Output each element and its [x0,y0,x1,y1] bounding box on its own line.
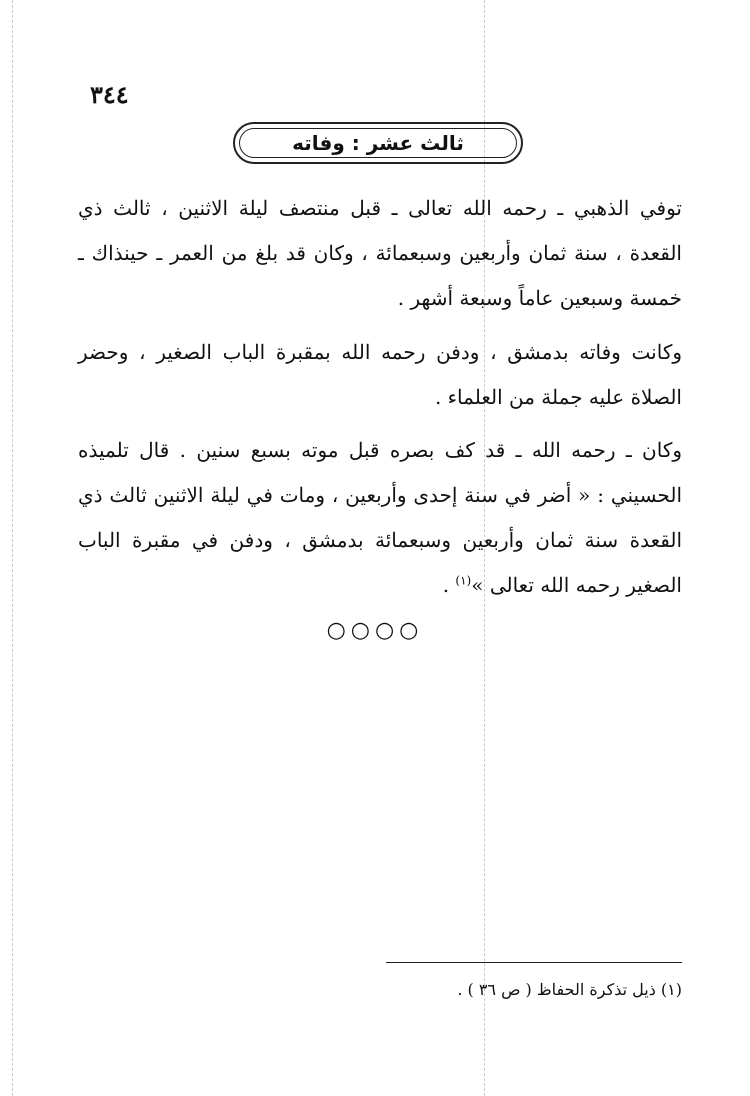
footnote-reference: (١) [455,573,472,588]
paragraph-death-date: توفي الذهبي ـ رحمه الله تعالى ـ قبل منتصف ليلة الاثنين ، ثالث ذي القعدة ، سنة ثمان وأربعين وسبعمائة ، وكان قد بلغ من العمر ـ حينذاك ـ خمسة وسبعين عاماً وسبعة أشهر . [78,196,682,310]
section-title-inner-frame [239,128,517,158]
footnote: (١) ذيل تذكرة الحفاظ ( ص ٣٦ ) . [457,980,682,999]
section-separator: ○○○○ [326,618,424,643]
paragraph-blindness [78,428,682,608]
scan-guide-line [12,0,13,1096]
paragraph-burial: وكانت وفاته بدمشق ، ودفن رحمه الله بمقبرة الباب الصغير ، وحضر الصلاة عليه جملة من العلماء . [78,340,682,409]
section-title: ثالث عشر : وفاته [292,131,464,155]
paragraph-blindness-tail: . [442,573,456,597]
section-title-frame [233,122,523,164]
footnote-divider [386,962,682,963]
paragraph-blindness-text: وكان ـ رحمه الله ـ قد كف بصره قبل موته بسبع سنين . قال تلميذه الحسيني : « أضر في سنة إحدى وأربعين ، ومات في ليلة الاثنين ثالث ذي القعدة سنة ثمان وأربعين وسبعمائة بدمشق ، ودفن في مقبرة الباب الصغير رحمه الله تعالى » [78,438,682,597]
page-number: ٣٤٤ [90,80,129,109]
